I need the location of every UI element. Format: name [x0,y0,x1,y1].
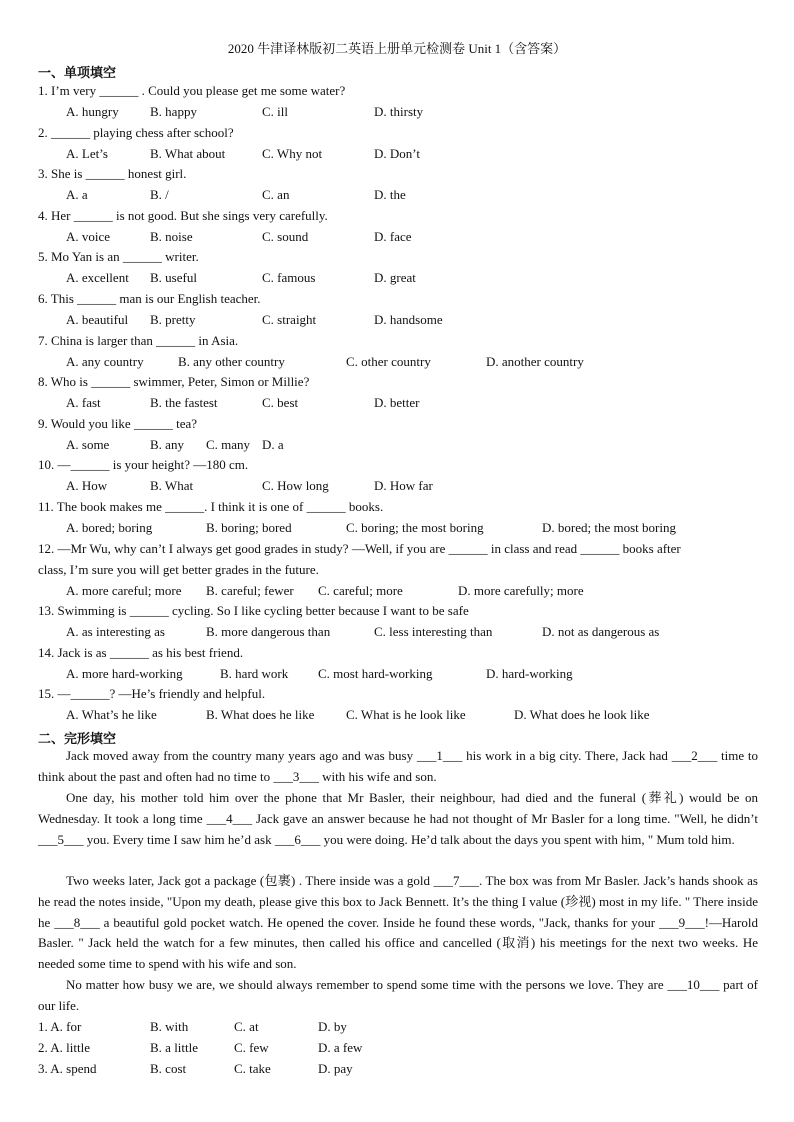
option-a: A. hungry [66,104,119,119]
option-b: B. / [150,187,169,202]
option-c: C. famous [262,270,316,285]
option-d: D. bored; the most boring [542,520,676,535]
question-stem: 5. Mo Yan is an ______ writer. [38,249,199,264]
option-a: A. more hard-working [66,666,183,681]
option-c: C. best [262,395,299,410]
question-stem-continued: class, I’m sure you will get better grades in the future. [38,562,319,577]
option-c: C. How long [262,478,329,493]
option-b: B. useful [150,270,197,285]
option-c: C. What is he look like [346,707,466,722]
option-b: B. cost [150,1061,187,1076]
option-b: B. What does he like [206,707,315,722]
option-c: C. take [234,1061,271,1076]
option-a: 1. A. for [38,1019,82,1034]
option-d: D. What does he look like [514,707,650,722]
option-a: A. some [66,437,110,452]
question-stem: 1. I’m very ______ . Could you please get me some water? [38,83,346,98]
option-c: C. an [262,187,290,202]
option-a: A. any country [66,354,144,369]
option-b: B. careful; fewer [206,583,294,598]
option-b: B. any [150,437,184,452]
question-stem: 7. China is larger than ______ in Asia. [38,333,239,348]
question-stem: 8. Who is ______ swimmer, Peter, Simon or Millie? [38,374,310,389]
option-c: C. careful; more [318,583,403,598]
passage-paragraph: One day, his mother told him over the phone that Mr Basler, their neighbour, had died and the funeral (葬礼) would be on Wednesday. It took a long time ___4___ Jack gave an answer because he had not thought of Mr Basler for a long time. "Well, he didn’t ___5___ you. Every time I saw him he’d ask ___6___ you were doing. He’d talk about the days you spent with him, " Mum told him. [38,790,758,847]
option-c: C. boring; the most boring [346,520,484,535]
option-a: A. beautiful [66,312,129,327]
option-a: A. as interesting as [66,624,165,639]
option-c: C. many [206,437,251,452]
option-d: D. better [374,395,420,410]
option-c: C. few [234,1040,269,1055]
option-b: B. pretty [150,312,196,327]
option-b: B. the fastest [150,395,218,410]
option-c: C. less interesting than [374,624,493,639]
option-a: A. fast [66,395,101,410]
option-b: B. happy [150,104,197,119]
option-a: A. How [66,478,108,493]
option-b: B. noise [150,229,193,244]
option-d: D. the [374,187,406,202]
question-stem: 4. Her ______ is not good. But she sings very carefully. [38,208,328,223]
option-b: B. What [150,478,194,493]
passage-paragraph: Two weeks later, Jack got a package (包裹) . There inside was a gold ___7___. The box was from Mr Basler. Jack’s hands shook as he read the notes inside, "Upon my death, please give this box to Jack Bennett. It’s the thing I value (珍视) most in my life. " There inside he ___8___ a beautiful gold pocket watch. He opened the cover. Inside he found these words, "Jack, thanks for your ___9___!—Harold Basler. " Jack held the watch for a few minutes, then called his office and cancelled (取消) his meetings for the next two weeks. He needed some time to spend with his wife and son. [38,873,758,972]
question-stem: 3. She is ______ honest girl. [38,166,187,181]
section-heading-cloze: 二、完形填空 [38,732,117,747]
option-d: D. by [318,1019,347,1034]
option-a: A. What’s he like [66,707,157,722]
option-a: A. Let’s [66,146,108,161]
option-c: C. ill [262,104,289,119]
option-d: D. not as dangerous as [542,624,660,639]
option-d: D. great [374,270,416,285]
option-a: 3. A. spend [38,1061,97,1076]
option-b: B. boring; bored [206,520,292,535]
question-stem: 6. This ______ man is our English teacher. [38,291,261,306]
option-c: C. sound [262,229,309,244]
page-title: 2020 牛津译林版初二英语上册单元检测卷 Unit 1（含答案） [227,41,567,56]
option-d: D. pay [318,1061,353,1076]
option-c: C. Why not [262,146,323,161]
question-stem: 15. —______? —He’s friendly and helpful. [38,686,266,701]
passage-paragraph: No matter how busy we are, we should always remember to spend some time with the persons we love. They are ___10___ part of our life. [38,977,758,1013]
question-stem: 14. Jack is as ______ as his best friend. [38,645,244,660]
question-stem: 11. The book makes me ______. I think it is one of ______ books. [38,499,384,514]
option-d: D. handsome [374,312,443,327]
option-a: A. voice [66,229,111,244]
section-heading-single-choice: 一、单项填空 [38,66,117,81]
option-d: D. How far [374,478,433,493]
option-c: C. other country [346,354,431,369]
option-d: D. another country [486,354,584,369]
question-stem: 9. Would you like ______ tea? [38,416,198,431]
option-c: C. most hard-working [318,666,433,681]
option-d: D. more carefully; more [458,583,584,598]
question-stem: 12. —Mr Wu, why can’t I always get good grades in study? —Well, if you are ______ in class and read ______ books after [38,541,681,556]
question-stem: 10. —______ is your height? —180 cm. [38,457,249,472]
question-stem: 2. ______ playing chess after school? [38,125,234,140]
passage-paragraph: Jack moved away from the country many years ago and was busy ___1___ his work in a big city. There, Jack had ___2___ time to think about the past and often had no time to ___3___ with his wife and son. [38,748,758,784]
option-c: C. straight [262,312,317,327]
option-b: B. hard work [220,666,289,681]
option-d: D. Don’t [374,146,420,161]
option-a: A. excellent [66,270,129,285]
option-b: B. any other country [178,354,285,369]
option-d: D. thirsty [374,104,424,119]
option-a: A. bored; boring [66,520,153,535]
option-b: B. more dangerous than [206,624,331,639]
option-a: A. a [66,187,88,202]
option-b: B. a little [150,1040,199,1055]
option-a: A. more careful; more [66,583,182,598]
option-a: 2. A. little [38,1040,90,1055]
option-b: B. with [150,1019,189,1034]
option-d: D. face [374,229,412,244]
option-d: D. a few [318,1040,363,1055]
question-stem: 13. Swimming is ______ cycling. So I like cycling better because I want to be safe [38,603,469,618]
option-b: B. What about [150,146,226,161]
option-d: D. a [262,437,284,452]
option-d: D. hard-working [486,666,573,681]
option-c: C. at [234,1019,259,1034]
